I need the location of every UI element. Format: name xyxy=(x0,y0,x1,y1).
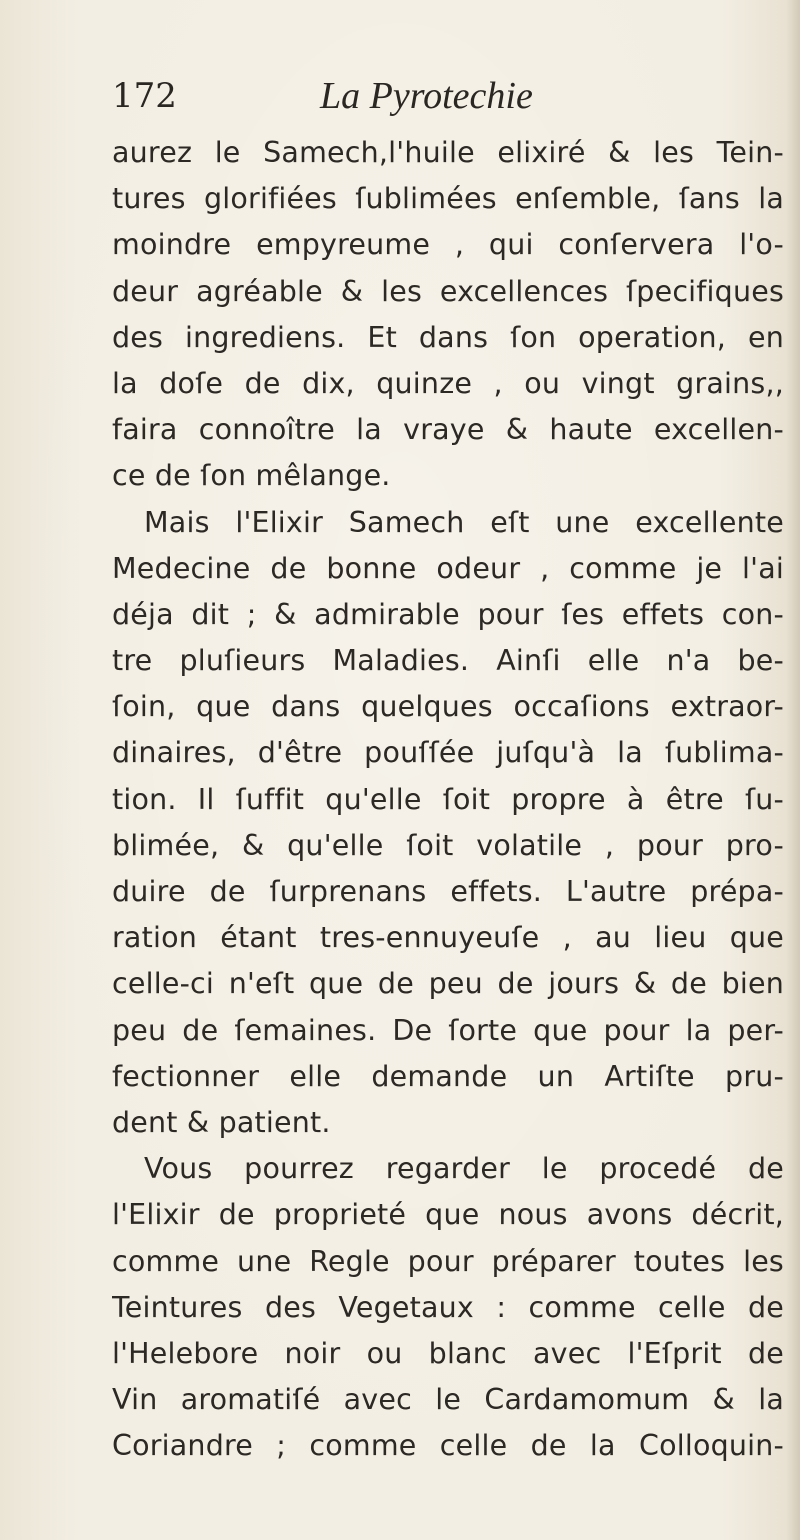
text-line: faira connoître la vraye & haute excellen- xyxy=(112,413,784,447)
text-line: aurez le Samech,l'huile elixiré & les Tein- xyxy=(112,136,784,169)
text-line: déja dit ; & admirable pour ſes effets con- xyxy=(112,597,784,631)
text-line: l'Helebore noir ou blanc avec l'Eſprit de xyxy=(112,1336,784,1370)
text-line: duire de ſurprenans effets. L'autre prépa- xyxy=(112,875,784,908)
text-line: la doſe de dix, quinze , ou vingt grains,, xyxy=(112,366,784,400)
text-line: tre pluſieurs Maladies. Ainſi elle n'a be- xyxy=(112,644,784,678)
text-line: dinaires, d'être pouſſée juſqu'à la ſublima- xyxy=(112,736,784,770)
text-line: peu de ſemaines. De ſorte que pour la per- xyxy=(112,1013,784,1047)
text-line: Vous pourrez regarder le procedé de xyxy=(144,1152,784,1186)
text-line: Coriandre ; comme celle de la Colloquin- xyxy=(112,1429,784,1463)
text-line: tion. Il ſuffit qu'elle ſoit propre à être ſu- xyxy=(112,782,784,816)
text-line: dent & patient. xyxy=(112,1105,331,1139)
text-line: fectionner elle demande un Artiſte pru- xyxy=(112,1059,784,1093)
text-line: comme une Regle pour préparer toutes les xyxy=(112,1244,784,1278)
text-line: Vin aromatiſé avec le Cardamomum & la xyxy=(112,1383,784,1417)
text-line: Teintures des Vegetaux : comme celle de xyxy=(112,1290,784,1324)
body-text xyxy=(112,130,784,1469)
text-line: des ingrediens. Et dans ſon operation, en xyxy=(112,320,784,354)
page-number: 172 xyxy=(112,76,177,116)
text-line: ration étant tres-ennuyeuſe , au lieu que xyxy=(112,921,784,955)
text-line: ſoin, que dans quelques occaſions extraor- xyxy=(112,690,784,724)
text-line: deur agréable & les excellences ſpecifiques xyxy=(112,274,784,308)
running-title: La Pyrotechie xyxy=(320,75,533,117)
page-edge-shadow xyxy=(786,0,800,1540)
text-line: moindre empyreume , qui conſervera l'o- xyxy=(112,228,784,262)
text-line: tures glorifiées ſublimées enſemble, ſans la xyxy=(112,182,784,216)
text-line: ce de ſon mêlange. xyxy=(112,459,391,493)
text-line: Medecine de bonne odeur , comme je l'ai xyxy=(112,551,784,585)
text-line: celle-ci n'eſt que de peu de jours & de bien xyxy=(112,967,784,1001)
page-header xyxy=(112,70,772,120)
text-line: l'Elixir de proprieté que nous avons décrit, xyxy=(112,1198,784,1232)
text-line: blimée, & qu'elle ſoit volatile , pour pro- xyxy=(112,828,784,862)
text-line: Mais l'Elixir Samech eſt une excellente xyxy=(144,505,784,539)
